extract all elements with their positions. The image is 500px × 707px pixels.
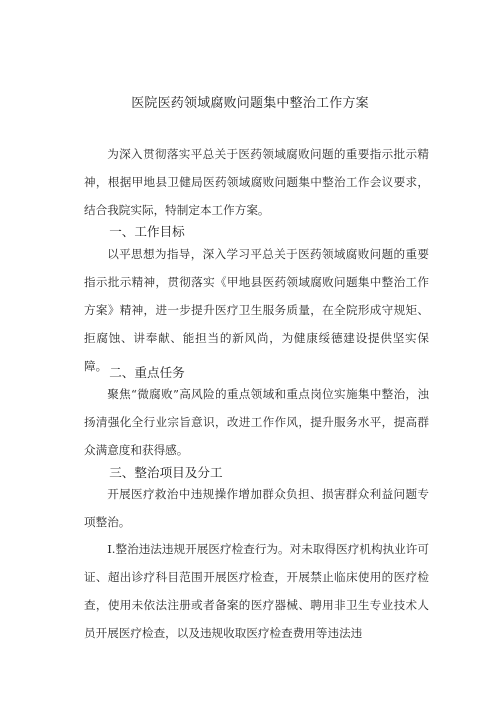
- section-item-1: I.整治违法违规开展医疗检查行为。对未取得医疗机构执业许可证、超出诊疗科目范围开展医疗检查，开展禁止临床使用的医疗检查，使用未依法注册或者备案的医疗器械、聘用非卫生专业技术人员开展医疗检查，以及违规收取医疗检查费用等违法违: [84, 542, 429, 640]
- section-body-goals: 以平思想为指导，深入学习平总关于医药领域腐败问题的重要指示批示精神，贯彻落实《甲地县医药领域腐败问题集中整治工作方案》精神，进一步提升医疗卫生服务质量，在全院形成守规矩、拒腐蚀、讲奉献、能担当的新风尚，为健康绥德建设提供坚实保障。: [84, 247, 429, 373]
- document-title: 医院医药领域腐败问题集中整治工作方案: [131, 96, 369, 111]
- section-heading-projects: 三、整治项目及分工: [109, 465, 223, 480]
- section-heading-tasks: 二、重点任务: [109, 365, 185, 380]
- intro-paragraph: 为深入贯彻落实平总关于医药领域腐败问题的重要指示批示精神，根据甲地县卫健局医药领域腐败问题集中整治工作会议要求，结合我院实际，特制定本工作方案。: [84, 147, 429, 217]
- section-body-tasks: 聚焦“微腐败”高风险的重点领域和重点岗位实施集中整治，浊扬清强化全行业宗旨意识，改进工作作风，提升服务水平，提高群众满意度和获得感。: [84, 387, 429, 457]
- section-heading-goals: 一、工作目标: [109, 224, 185, 239]
- section-body-projects: 开展医疗救治中违规操作增加群众负担、损害群众利益问题专项整治。: [84, 487, 429, 529]
